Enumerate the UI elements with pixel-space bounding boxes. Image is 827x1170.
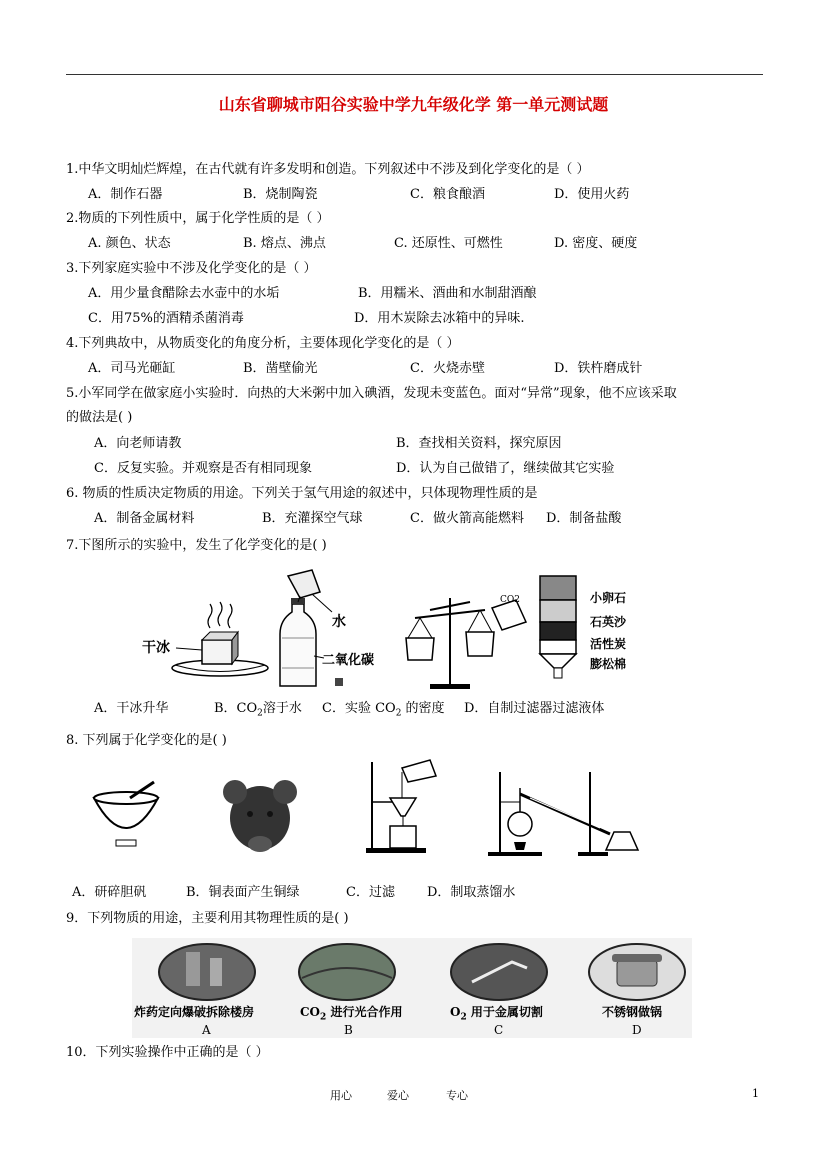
dry-ice-dish (142, 602, 268, 676)
homemade-filter (540, 576, 627, 678)
q7-experiments-figure (140, 568, 650, 693)
q2-stem: 2.物质的下列性质中，属于化学性质的是（ ） (66, 211, 330, 226)
q6-option-c: C．做火箭高能燃料 (410, 511, 524, 526)
header-rule (66, 74, 763, 75)
label-quartz-sand: 石英沙 (590, 615, 627, 629)
q3-option-c: C．用75%的酒精杀菌消毒 (88, 311, 244, 326)
q7-stem: 7.下图所示的实验中，发生了化学变化的是( ) (66, 538, 327, 553)
co2-bottle (280, 570, 374, 686)
q8-option-b: B．铜表面产生铜绿 (186, 885, 300, 900)
filtration-setup (366, 760, 436, 853)
q5-option-b: B．查找相关资料，探究原因 (396, 436, 562, 451)
q5-stem-line1: 5.小军同学在做家庭小实验时．向热的大米粥中加入碘酒，发现未变蓝色。面对“异常”现象，他不应该采取 (66, 386, 677, 401)
q9-caption-c: $O_2$ 用于金属切割 (450, 1005, 543, 1023)
q5-option-d: D．认为自己做错了，继续做其它实验 (396, 461, 615, 476)
q3-stem: 3.下列家庭实验中不涉及化学变化的是（ ） (66, 261, 317, 276)
q7-option-d: D．自制过滤器过滤液体 (464, 701, 605, 716)
q4-option-c: C．火烧赤壁 (410, 361, 485, 376)
q9-letter-b: B (344, 1023, 353, 1037)
q4-option-d: D．铁杵磨成针 (554, 361, 643, 376)
q6-option-d: D．制备盐酸 (546, 511, 622, 526)
q8-option-a: A．研碎胆矾 (72, 885, 147, 900)
q5-option-c: C．反复实验。并观察是否有相同现象 (94, 461, 312, 476)
q3-option-d: D．用木炭除去冰箱中的异味. (354, 311, 525, 326)
q4-option-b: B．凿壁偷光 (243, 361, 318, 376)
q7-option-b: B．$CO_2$溶于水 (214, 701, 302, 719)
photo-metal-cutting (451, 944, 547, 1000)
q2-option-c: C. 还原性、可燃性 (394, 236, 503, 251)
distillation-setup (488, 772, 638, 856)
label-dry-ice: 干冰 (142, 640, 170, 656)
footer-motto-3: 专心 (446, 1089, 468, 1102)
q9-photo-ovals (132, 938, 692, 1038)
q1-option-d: D．使用火药 (554, 187, 630, 202)
photo-photosynthesis (299, 944, 395, 1000)
q10-stem: 10．下列实验操作中正确的是（ ） (66, 1045, 269, 1060)
footer-motto-1: 用心 (330, 1089, 352, 1102)
q5-stem-line2: 的做法是( ) (66, 410, 133, 425)
q9-caption-a: 炸药定向爆破拆除楼房 (134, 1005, 255, 1019)
mortar-pestle (94, 782, 158, 846)
q8-option-c: C．过滤 (346, 885, 395, 900)
q4-option-a: A．司马光砸缸 (88, 361, 176, 376)
q8-experiments-figure (90, 758, 650, 858)
q7-option-a: A．干冰升华 (94, 701, 169, 716)
footer-motto-2: 爱心 (387, 1089, 409, 1102)
photo-demolition (159, 944, 255, 1000)
q4-stem: 4.下列典故中，从物质变化的角度分析，主要体现化学变化的是（ ） (66, 336, 460, 351)
q9-letter-a: A (202, 1023, 211, 1037)
label-co2-gas: 二氧化碳 (322, 653, 375, 668)
q8-stem: 8. 下列属于化学变化的是( ) (66, 733, 227, 748)
label-cotton: 膨松棉 (590, 657, 627, 671)
q9-caption-d: 不锈钢做锅 (602, 1005, 663, 1019)
q2-option-b: B. 熔点、沸点 (243, 236, 326, 251)
q7-option-c: C．实验 $CO_2$ 的密度 (322, 701, 445, 719)
label-co2-small: CO2 (500, 595, 520, 605)
page-number: 1 (752, 1087, 759, 1100)
label-water: 水 (332, 614, 346, 630)
page-title: 山东省聊城市阳谷实验中学九年级化学 第一单元测试题 (218, 95, 609, 114)
q1-option-a: A．制作石器 (88, 187, 163, 202)
q1-option-c: C．粮食酿酒 (410, 187, 485, 202)
q9-caption-b: $CO_2$ 进行光合作用 (300, 1005, 403, 1023)
q6-stem: 6. 物质的性质决定物质的用途。下列关于氢气用途的叙述中，只体现物理性质的是 (66, 486, 538, 501)
q1-stem: 1.中华文明灿烂辉煌，在古代就有许多发明和创造。下列叙述中不涉及到化学变化的是（ ） (66, 162, 590, 177)
q1-option-b: B．烧制陶瓷 (243, 187, 318, 202)
q9-letter-d: D (632, 1023, 642, 1037)
copper-rat-head (223, 780, 297, 852)
q3-option-b: B．用糯米、酒曲和水制甜酒酿 (358, 286, 537, 301)
q5-option-a: A．向老师请教 (94, 436, 182, 451)
q2-option-a: A. 颜色、状态 (88, 236, 171, 251)
q6-option-a: A．制备金属材料 (94, 511, 195, 526)
q2-option-d: D. 密度、硬度 (554, 236, 638, 251)
label-pebble: 小卵石 (590, 591, 627, 605)
balance-co2 (406, 595, 526, 689)
q9-letter-c: C (494, 1023, 504, 1037)
q9-photos-panel (132, 938, 692, 1038)
q9-stem: 9．下列物质的用途，主要利用其物理性质的是( ) (66, 911, 349, 926)
q8-option-d: D．制取蒸馏水 (427, 885, 516, 900)
q6-option-b: B．充灌探空气球 (262, 511, 363, 526)
label-activated-carbon: 活性炭 (590, 637, 627, 651)
q3-option-a: A．用少量食醋除去水壶中的水垢 (88, 286, 280, 301)
